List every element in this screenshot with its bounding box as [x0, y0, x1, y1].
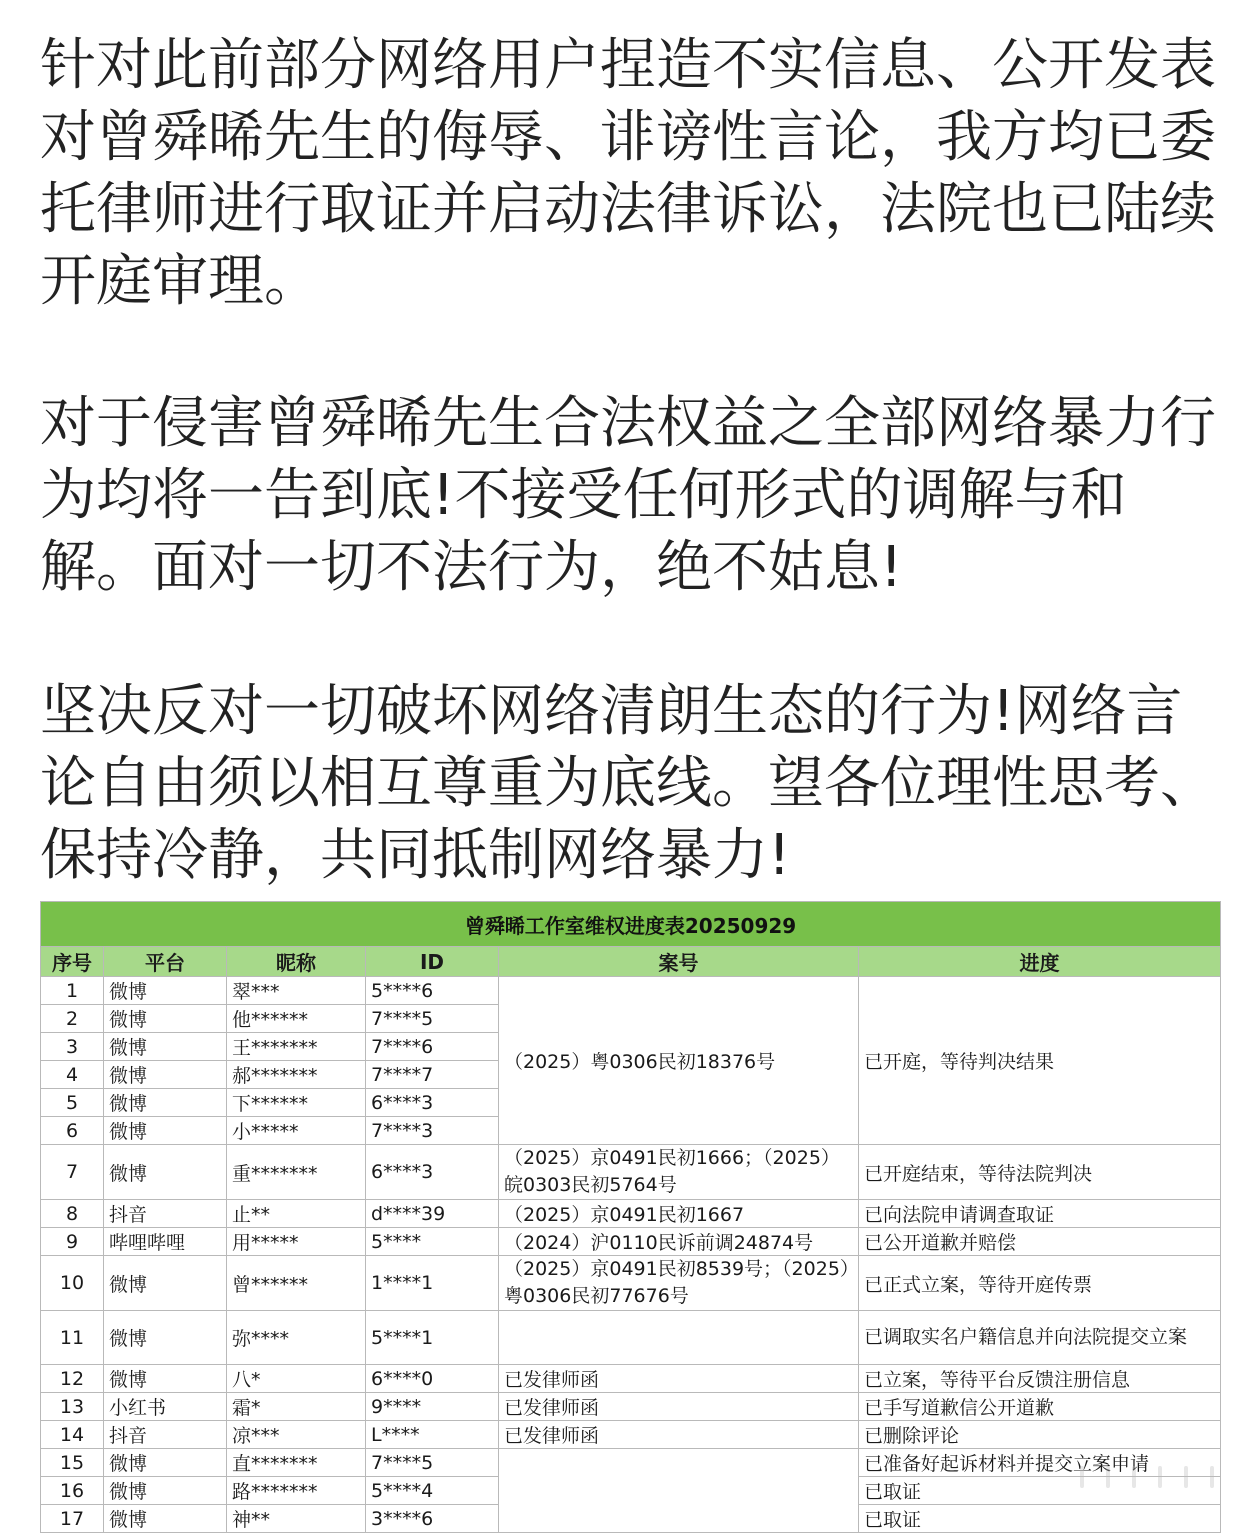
paragraph-3: 坚决反对一切破坏网络清朗生态的行为!网络言论自由须以相互尊重为底线。望各位理性思考、保持冷静，共同抵制网络暴力!: [40, 679, 1216, 888]
row-id: 3****6: [366, 1505, 499, 1533]
row-id: 7****3: [366, 1117, 499, 1145]
progress-table: [40, 901, 1221, 1533]
row-index: 10: [41, 1256, 104, 1311]
row-index: 17: [41, 1505, 104, 1533]
row-index: 6: [41, 1117, 104, 1145]
row-nickname: 直*******: [227, 1449, 366, 1477]
row-id: 5****4: [366, 1477, 499, 1505]
paragraph-1: 针对此前部分网络用户捏造不实信息、公开发表对曾舜晞先生的侮辱、诽谤性言论，我方均已委托律师进行取证并启动法律诉讼，法院也已陆续开庭审理。: [40, 33, 1216, 314]
row-platform: 微博: [104, 1061, 227, 1089]
row-index: 7: [41, 1145, 104, 1200]
row-index: 15: [41, 1449, 104, 1477]
row-index: 13: [41, 1393, 104, 1421]
row-index: 8: [41, 1200, 104, 1228]
table-row: [41, 1145, 1221, 1200]
header-platform: 平台: [104, 947, 227, 977]
row-nickname: 翠***: [227, 977, 366, 1005]
row-id: 7****5: [366, 1449, 499, 1477]
progress-group: 已开庭，等待判决结果: [859, 977, 1221, 1145]
row-index: 16: [41, 1477, 104, 1505]
table-row: [41, 1200, 1221, 1228]
row-case-number: （2025）京0491民初8539号；（2025）粤0306民初77676号: [499, 1256, 859, 1311]
row-case-number: 已发律师函: [499, 1365, 859, 1393]
row-progress: 已公开道歉并赔偿: [859, 1228, 1221, 1256]
row-nickname: 小*****: [227, 1117, 366, 1145]
row-id: 7****6: [366, 1033, 499, 1061]
row-index: 3: [41, 1033, 104, 1061]
table-title: 曾舜晞工作室维权进度表20250929: [41, 902, 1221, 947]
row-progress: 已准备好起诉材料并提交立案申请: [859, 1449, 1221, 1477]
row-nickname: 重*******: [227, 1145, 366, 1200]
table-row: [41, 1449, 1221, 1477]
row-id: 1****1: [366, 1256, 499, 1311]
row-platform: 微博: [104, 1117, 227, 1145]
row-nickname: 下******: [227, 1089, 366, 1117]
row-case-number: （2024）沪0110民诉前调24874号: [499, 1228, 859, 1256]
table-row: [41, 1365, 1221, 1393]
row-index: 4: [41, 1061, 104, 1089]
row-platform: 微博: [104, 1256, 227, 1311]
header-progress: 进度: [859, 947, 1221, 977]
row-progress: 已调取实名户籍信息并向法院提交立案: [859, 1311, 1221, 1365]
row-nickname: 王*******: [227, 1033, 366, 1061]
row-progress: 已正式立案，等待开庭传票: [859, 1256, 1221, 1311]
row-platform: 微博: [104, 1005, 227, 1033]
row-progress: 已手写道歉信公开道歉: [859, 1393, 1221, 1421]
row-progress: 已向法院申请调查取证: [859, 1200, 1221, 1228]
row-nickname: 弥****: [227, 1311, 366, 1365]
row-nickname: 神**: [227, 1505, 366, 1533]
row-nickname: 凉***: [227, 1421, 366, 1449]
row-index: 14: [41, 1421, 104, 1449]
row-nickname: 用*****: [227, 1228, 366, 1256]
row-platform: 抖音: [104, 1421, 227, 1449]
row-nickname: 曾******: [227, 1256, 366, 1311]
row-id: 9****: [366, 1393, 499, 1421]
row-platform: 微博: [104, 1089, 227, 1117]
row-index: 12: [41, 1365, 104, 1393]
table-header-row: [41, 947, 1221, 977]
table-row: [41, 1228, 1221, 1256]
row-progress: 已立案，等待平台反馈注册信息: [859, 1365, 1221, 1393]
row-id: 6****0: [366, 1365, 499, 1393]
row-id: 6****3: [366, 1145, 499, 1200]
row-platform: 微博: [104, 1365, 227, 1393]
row-id: d****39: [366, 1200, 499, 1228]
row-id: 6****3: [366, 1089, 499, 1117]
row-progress: 已取证: [859, 1505, 1221, 1533]
rights-progress-sheet: [40, 901, 1220, 1533]
row-index: 5: [41, 1089, 104, 1117]
row-nickname: 路*******: [227, 1477, 366, 1505]
row-platform: 微博: [104, 1311, 227, 1365]
row-platform: 微博: [104, 1145, 227, 1200]
row-platform: 微博: [104, 977, 227, 1005]
row-index: 1: [41, 977, 104, 1005]
row-id: 7****5: [366, 1005, 499, 1033]
row-case-number: 已发律师函: [499, 1421, 859, 1449]
row-index: 9: [41, 1228, 104, 1256]
row-platform: 微博: [104, 1477, 227, 1505]
row-id: 5****1: [366, 1311, 499, 1365]
row-progress: 已删除评论: [859, 1421, 1221, 1449]
row-nickname: 八*: [227, 1365, 366, 1393]
row-case-number: [499, 1311, 859, 1365]
row-nickname: 他******: [227, 1005, 366, 1033]
row-platform: 小红书: [104, 1393, 227, 1421]
row-index: 2: [41, 1005, 104, 1033]
row-id: 5****: [366, 1228, 499, 1256]
row-case-number: （2025）京0491民初1666；（2025）皖0303民初5764号: [499, 1145, 859, 1200]
watermark-bars-icon: [1080, 1466, 1214, 1488]
row-platform: 哔哩哔哩: [104, 1228, 227, 1256]
row-nickname: 郝*******: [227, 1061, 366, 1089]
case-number-group: （2025）粤0306民初18376号: [499, 977, 859, 1145]
row-nickname: 霜*: [227, 1393, 366, 1421]
table-row: [41, 1311, 1221, 1365]
header-id: ID: [366, 947, 499, 977]
table-row: [41, 1393, 1221, 1421]
row-case-number: 已发律师函: [499, 1393, 859, 1421]
header-nickname: 昵称: [227, 947, 366, 977]
row-platform: 微博: [104, 1505, 227, 1533]
table-row: [41, 1421, 1221, 1449]
row-id: 5****6: [366, 977, 499, 1005]
row-progress: 已取证: [859, 1477, 1221, 1505]
row-id: 7****7: [366, 1061, 499, 1089]
row-nickname: 止**: [227, 1200, 366, 1228]
header-index: 序号: [41, 947, 104, 977]
row-progress: 已开庭结束，等待法院判决: [859, 1145, 1221, 1200]
row-index: 11: [41, 1311, 104, 1365]
row-id: L****: [366, 1421, 499, 1449]
table-row: [41, 1256, 1221, 1311]
table-row: [41, 977, 1221, 1005]
row-case-number: （2025）京0491民初1667: [499, 1200, 859, 1228]
row-platform: 微博: [104, 1033, 227, 1061]
header-case-number: 案号: [499, 947, 859, 977]
row-platform: 抖音: [104, 1200, 227, 1228]
paragraph-2: 对于侵害曾舜晞先生合法权益之全部网络暴力行为均将一告到底!不接受任何形式的调解与和解。面对一切不法行为，绝不姑息!: [40, 391, 1216, 600]
row-platform: 微博: [104, 1449, 227, 1477]
case-number-group: [499, 1449, 859, 1533]
